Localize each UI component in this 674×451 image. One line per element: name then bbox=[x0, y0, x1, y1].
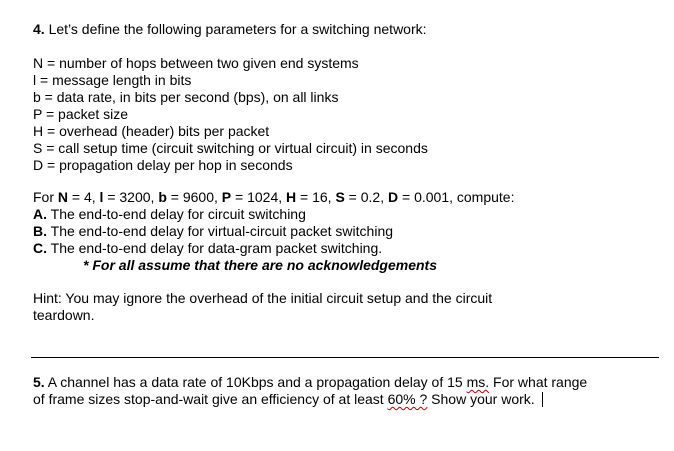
param-n: N = number of hops between two given end systems bbox=[33, 55, 359, 71]
param-b: b = data rate, in bits per second (bps), on all links bbox=[33, 89, 339, 105]
acknowledgement-note: * For all assume that there are no acknowledgements bbox=[83, 257, 437, 273]
param-s: S = call setup time (circuit switching or virtual circuit) in seconds bbox=[33, 140, 428, 156]
param-l: l = message length in bits bbox=[33, 72, 192, 88]
part-c: C. The end-to-end delay for data-gram packet switching. bbox=[33, 240, 383, 256]
param-h: H = overhead (header) bits per packet bbox=[33, 123, 270, 139]
part-a: A. The end-to-end delay for circuit switching bbox=[33, 206, 306, 222]
param-p: P = packet size bbox=[33, 106, 129, 122]
question-4 bbox=[33, 21, 653, 38]
parameter-list bbox=[33, 55, 653, 174]
question-5[interactable]: 5. A channel has a data rate of 10Kbps and a propagation delay of 15 ms. For what range of frame sizes stop-and-wait give an efficiency of at least 60% ? Show your work. bbox=[33, 374, 588, 407]
param-d: D = propagation delay per hop in seconds bbox=[33, 157, 293, 173]
text-cursor bbox=[542, 392, 543, 407]
spellcheck-ms: ms. bbox=[466, 374, 490, 390]
spellcheck-percent: 60% ? bbox=[387, 391, 428, 407]
q4-heading: 4. Let’s define the following parameters for a switching network: bbox=[33, 21, 427, 37]
part-b: B. The end-to-end delay for virtual-circuit packet switching bbox=[33, 223, 394, 239]
given-line: For N = 4, l = 3200, b = 9600, P = 1024, H = 16, S = 0.2, D = 0.001, compute: bbox=[33, 189, 515, 205]
section-divider bbox=[31, 357, 659, 358]
given-values bbox=[33, 189, 653, 274]
hint-paragraph: Hint: You may ignore the overhead of the initial circuit setup and the circuit teardown. bbox=[33, 290, 493, 323]
